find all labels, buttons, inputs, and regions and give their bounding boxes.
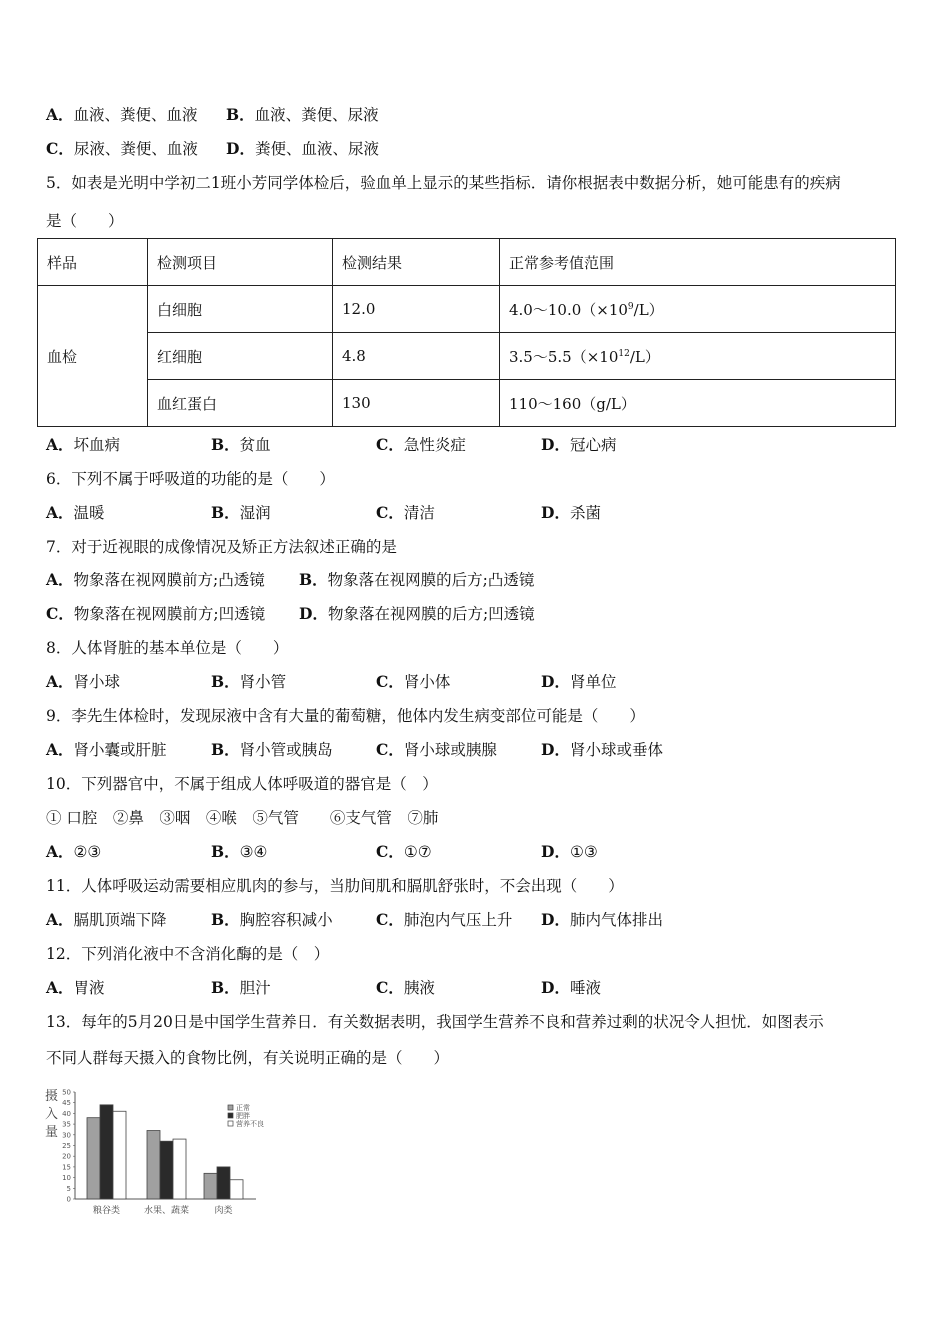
table-header: 样品 bbox=[38, 239, 148, 286]
q4-option-b[interactable]: B．血液、粪便、尿液 bbox=[226, 105, 379, 124]
q8-option-d[interactable]: D．肾单位 bbox=[541, 672, 617, 691]
range-cell: $4.0\sim 10.0(\times 10^9/L)$ bbox=[500, 286, 896, 333]
table-header-row bbox=[38, 239, 896, 286]
q6-option-d[interactable]: D．杀菌 bbox=[541, 503, 601, 522]
q13-stem: 13．每年的5月20日是中国学生营养日．有关数据表明，我国学生营养不良和营养过剩的状况令人担忧．如图表示 bbox=[46, 1013, 824, 1031]
legend-swatch bbox=[228, 1121, 233, 1126]
bar-粮谷类-肥胖 bbox=[100, 1105, 113, 1199]
q4-options-line1 bbox=[46, 103, 379, 125]
y-tick-label: 20 bbox=[62, 1152, 71, 1161]
q12-option-d[interactable]: D．唾液 bbox=[541, 978, 601, 997]
food-intake-bar-chart bbox=[40, 1082, 290, 1222]
table-header: 检测项目 bbox=[148, 239, 333, 286]
q8-stem: 8．人体肾脏的基本单位是（ ） bbox=[46, 639, 289, 657]
x-tick-label: 粮谷类 bbox=[92, 1206, 121, 1216]
q7-option-c[interactable]: C．物象落在视网膜前方;凹透镜 bbox=[46, 604, 266, 623]
sample-cell: 血检 bbox=[38, 286, 148, 427]
q5-option-b[interactable]: B．贫血 bbox=[211, 435, 271, 454]
result-cell: 12.0 bbox=[333, 286, 500, 333]
q11-option-c[interactable]: C．肺泡内气压上升 bbox=[376, 910, 513, 929]
y-tick-label: 15 bbox=[62, 1163, 71, 1172]
bar-肉类-肥胖 bbox=[217, 1167, 230, 1199]
q4-option-c[interactable]: C．尿液、粪便、血液 bbox=[46, 139, 198, 158]
y-tick-label: 45 bbox=[62, 1099, 71, 1108]
q8-option-b[interactable]: B．肾小管 bbox=[211, 672, 287, 691]
q7-options-line1 bbox=[46, 568, 534, 590]
q9-stem: 9．李先生体检时，发现尿液中含有大量的葡萄糖，他体内发生病变部位可能是（ ） bbox=[46, 707, 645, 725]
q12-option-b[interactable]: B．胆汁 bbox=[211, 978, 271, 997]
y-tick-label: 30 bbox=[62, 1131, 71, 1140]
q6-options bbox=[46, 501, 601, 523]
range-cell: 110～160（g/L） bbox=[500, 380, 896, 427]
table-header: 正常参考值范围 bbox=[500, 239, 896, 286]
q6-option-c[interactable]: C．清洁 bbox=[376, 503, 435, 522]
legend-swatch bbox=[228, 1113, 233, 1118]
table-row bbox=[38, 286, 896, 333]
q10-options bbox=[46, 840, 598, 862]
item-cell: 血红蛋白 bbox=[148, 380, 333, 427]
q8-options bbox=[46, 670, 616, 692]
q11-option-d[interactable]: D．肺内气体排出 bbox=[541, 910, 663, 929]
q7-options-line2 bbox=[46, 602, 535, 624]
bar-粮谷类-营养不良 bbox=[113, 1111, 126, 1199]
y-tick-label: 35 bbox=[62, 1120, 71, 1129]
q11-option-a[interactable]: A．膈肌顶端下降 bbox=[46, 910, 167, 929]
table-row bbox=[38, 380, 896, 427]
result-cell: 4.8 bbox=[333, 333, 500, 380]
bar-水果、蔬菜-正常 bbox=[147, 1131, 160, 1199]
legend-label: 正常 bbox=[236, 1104, 250, 1112]
q4-option-a[interactable]: A．血液、粪便、血液 bbox=[46, 105, 198, 124]
q9-option-b[interactable]: B．肾小管或胰岛 bbox=[211, 740, 333, 759]
y-tick-label: 5 bbox=[66, 1184, 71, 1193]
q5-option-d[interactable]: D．冠心病 bbox=[541, 435, 617, 454]
chart-ylabel: 摄入量 bbox=[45, 1089, 59, 1140]
q12-option-c[interactable]: C．胰液 bbox=[376, 978, 435, 997]
bar-肉类-正常 bbox=[204, 1173, 217, 1199]
q7-option-a[interactable]: A．物象落在视网膜前方;凸透镜 bbox=[46, 570, 265, 589]
q10-option-d[interactable]: D．①③ bbox=[541, 842, 598, 861]
q9-options bbox=[46, 738, 663, 760]
item-cell: 红细胞 bbox=[148, 333, 333, 380]
q10-option-a[interactable]: A．②③ bbox=[46, 842, 102, 861]
q6-option-b[interactable]: B．湿润 bbox=[211, 503, 271, 522]
bar-肉类-营养不良 bbox=[230, 1180, 243, 1199]
q10-organ-list: ① 口腔 ②鼻 ③咽 ④喉 ⑤气管 ⑥支气管 ⑦肺 bbox=[46, 809, 439, 827]
legend-label: 肥胖 bbox=[236, 1112, 250, 1120]
q10-option-c[interactable]: C．①⑦ bbox=[376, 842, 432, 861]
x-tick-label: 肉类 bbox=[214, 1206, 233, 1216]
bar-粮谷类-正常 bbox=[87, 1118, 100, 1199]
item-cell: 白细胞 bbox=[148, 286, 333, 333]
q13-stem-cont: 不同人群每天摄入的食物比例，有关说明正确的是（ ） bbox=[46, 1049, 450, 1067]
x-tick-label: 水果、蔬菜 bbox=[143, 1206, 190, 1216]
q10-option-b[interactable]: B．③④ bbox=[211, 842, 268, 861]
q5-stem-cont: 是（ ） bbox=[46, 212, 124, 230]
q10-stem: 10．下列器官中，不属于组成人体呼吸道的器官是（ ） bbox=[46, 775, 438, 793]
q6-option-a[interactable]: A．温暖 bbox=[46, 503, 105, 522]
q12-option-a[interactable]: A．胃液 bbox=[46, 978, 105, 997]
q9-option-a[interactable]: A．肾小囊或肝脏 bbox=[46, 740, 167, 759]
q12-stem: 12．下列消化液中不含消化酶的是（ ） bbox=[46, 945, 330, 963]
q12-options bbox=[46, 976, 601, 998]
table-row bbox=[38, 333, 896, 380]
legend-swatch bbox=[228, 1105, 233, 1110]
q11-option-b[interactable]: B．胸腔容积减小 bbox=[211, 910, 333, 929]
legend-label: 营养不良 bbox=[236, 1120, 264, 1128]
q4-option-d[interactable]: D．粪便、血液、尿液 bbox=[226, 139, 379, 158]
q11-options bbox=[46, 908, 663, 930]
q8-option-c[interactable]: C．肾小体 bbox=[376, 672, 451, 691]
blood-test-table bbox=[37, 238, 896, 427]
q5-option-a[interactable]: A．坏血病 bbox=[46, 435, 121, 454]
q11-stem: 11．人体呼吸运动需要相应肌肉的参与，当肋间肌和膈肌舒张时，不会出现（ ） bbox=[46, 877, 624, 895]
q5-stem: 5．如表是光明中学初二1班小芳同学体检后，验血单上显示的某些指标．请你根据表中数据分析，她可能患有的疾病 bbox=[46, 174, 841, 192]
q5-option-c[interactable]: C．急性炎症 bbox=[376, 435, 466, 454]
q6-stem: 6．下列不属于呼吸道的功能的是（ ） bbox=[46, 470, 335, 488]
bar-水果、蔬菜-肥胖 bbox=[160, 1141, 173, 1199]
q5-options bbox=[46, 433, 616, 455]
bar-水果、蔬菜-营养不良 bbox=[173, 1139, 186, 1199]
q9-option-d[interactable]: D．肾小球或垂体 bbox=[541, 740, 663, 759]
q7-option-d[interactable]: D．物象落在视网膜的后方;凹透镜 bbox=[299, 604, 535, 623]
y-tick-label: 0 bbox=[66, 1195, 71, 1204]
y-tick-label: 50 bbox=[62, 1088, 71, 1097]
range-cell: $3.5\sim 5.5(\times 10^{12}/L)$ bbox=[500, 333, 896, 380]
y-tick-label: 10 bbox=[62, 1174, 71, 1183]
result-cell: 130 bbox=[333, 380, 500, 427]
table-header: 检测结果 bbox=[333, 239, 500, 286]
q8-option-a[interactable]: A．肾小球 bbox=[46, 672, 121, 691]
y-tick-label: 25 bbox=[62, 1142, 71, 1150]
y-tick-label: 40 bbox=[62, 1109, 71, 1118]
q9-option-c[interactable]: C．肾小球或胰腺 bbox=[376, 740, 497, 759]
q7-stem: 7．对于近视眼的成像情况及矫正方法叙述正确的是 bbox=[46, 538, 397, 556]
q4-options-line2 bbox=[46, 137, 379, 159]
q7-option-b[interactable]: B．物象落在视网膜的后方;凸透镜 bbox=[299, 570, 535, 589]
